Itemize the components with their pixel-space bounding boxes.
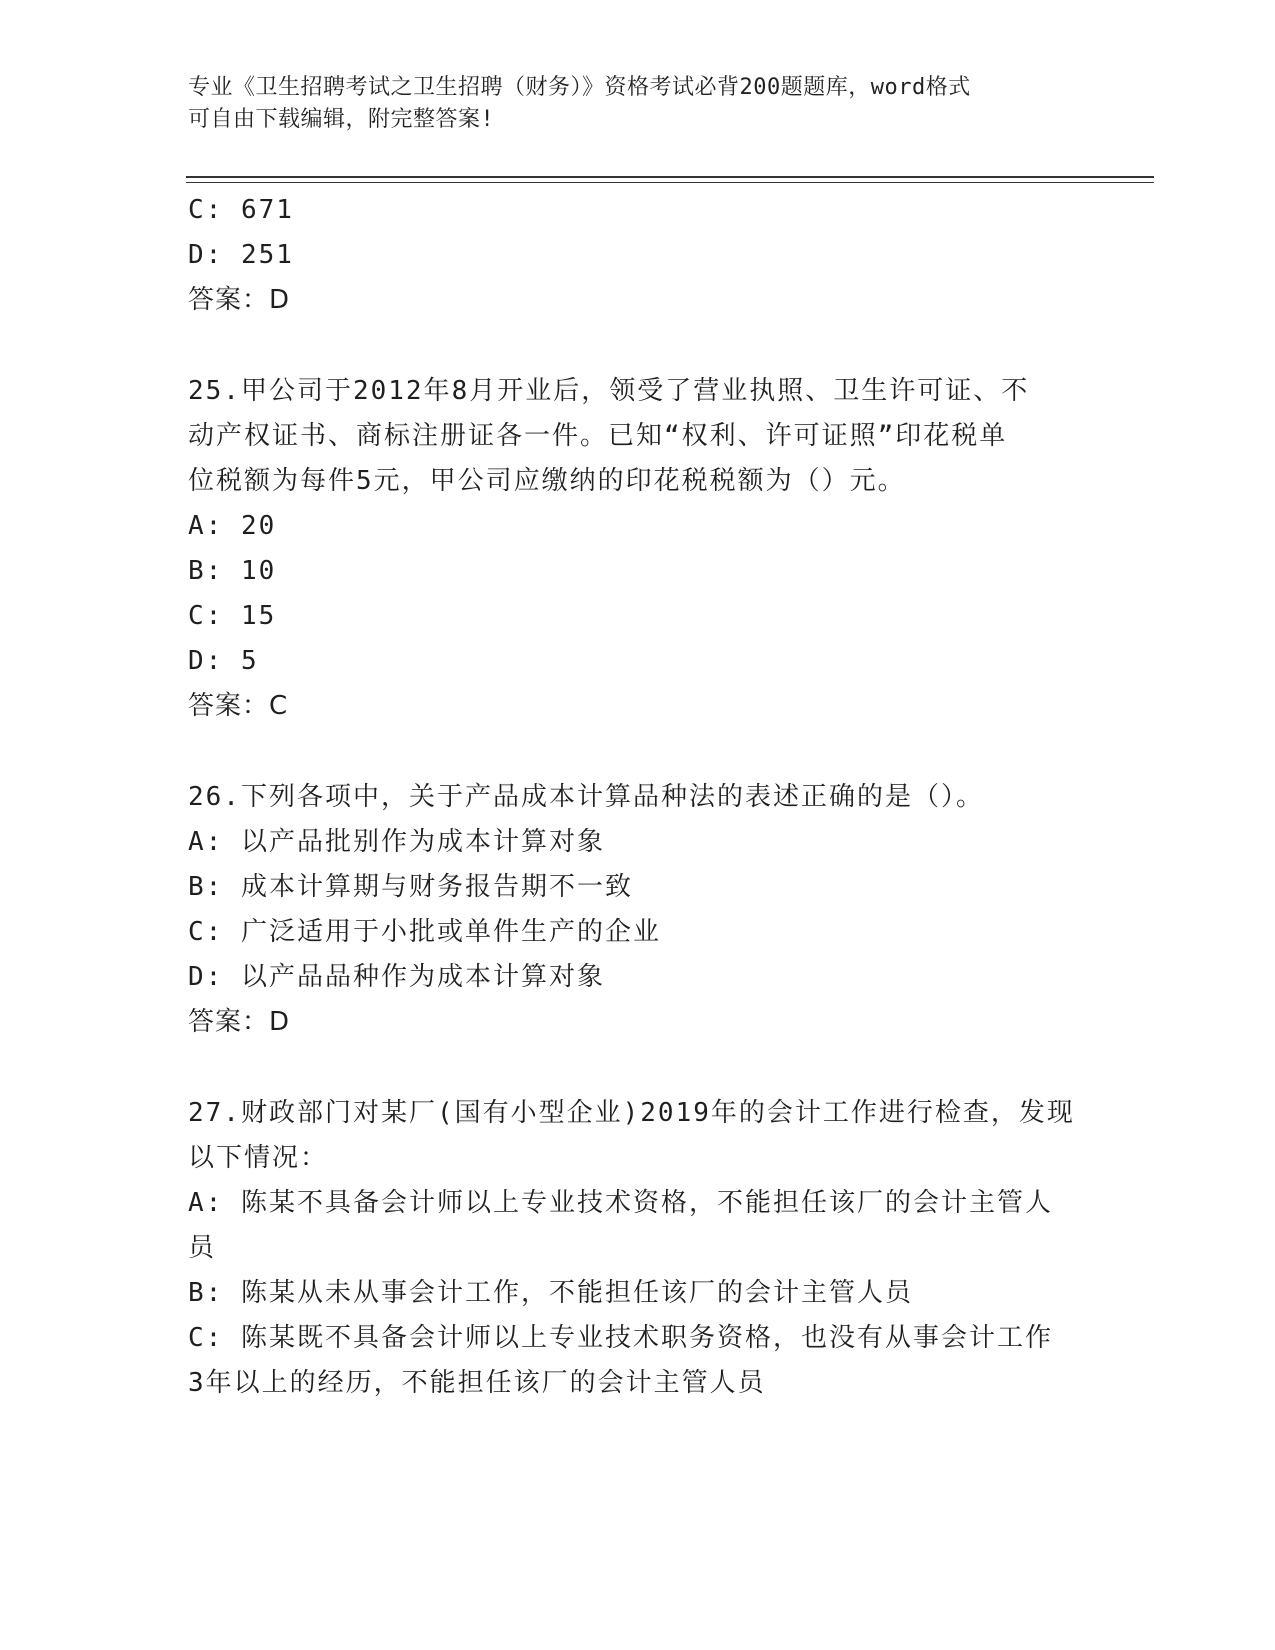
question-stem-line: 27.财政部门对某厂(国有小型企业)2019年的会计工作进行检查，发现 xyxy=(188,1098,1075,1128)
question-stem-line: 25.甲公司于2012年8月开业后，领受了营业执照、卫生许可证、不 xyxy=(188,376,1030,406)
spacer xyxy=(188,323,1088,369)
option-d: D: 5 xyxy=(188,646,259,676)
option-c: C: 671 xyxy=(188,195,294,225)
question-24-tail xyxy=(188,188,1088,323)
question-stem-line: 26.下列各项中，关于产品成本计算品种法的表述正确的是（）。 xyxy=(188,782,984,812)
question-stem-line: 以下情况： xyxy=(188,1143,329,1173)
option-a: A: 20 xyxy=(188,511,277,541)
question-26 xyxy=(188,775,1088,1045)
header-divider-thin xyxy=(186,182,1154,183)
option-b: B: 成本计算期与财务报告期不一致 xyxy=(188,872,633,902)
option-a: A: 陈某不具备会计师以上专业技术资格，不能担任该厂的会计主管人 xyxy=(188,1188,1053,1218)
option-a-continuation: 员 xyxy=(188,1233,217,1263)
option-b: B: 陈某从未从事会计工作，不能担任该厂的会计主管人员 xyxy=(188,1278,913,1308)
question-stem-line: 动产权证书、商标注册证各一件。已知“权利、许可证照”印花税单 xyxy=(188,421,1008,451)
option-d: D: 251 xyxy=(188,240,294,270)
question-stem-line: 位税额为每件5元，甲公司应缴纳的印花税税额为（）元。 xyxy=(188,466,906,496)
header-title-line2: 可自由下载编辑，附完整答案! xyxy=(188,107,495,132)
spacer xyxy=(188,729,1088,775)
answer-line: 答案：D xyxy=(188,1007,291,1037)
document-header xyxy=(188,72,1088,136)
option-d: D: 以产品品种作为成本计算对象 xyxy=(188,962,605,992)
header-divider-thick xyxy=(186,176,1154,178)
answer-line: 答案：C xyxy=(188,691,289,721)
option-c-continuation: 3年以上的经历，不能担任该厂的会计主管人员 xyxy=(188,1368,766,1398)
option-b: B: 10 xyxy=(188,556,277,586)
answer-line: 答案：D xyxy=(188,285,291,315)
question-27 xyxy=(188,1091,1088,1406)
question-list xyxy=(188,188,1088,1406)
spacer xyxy=(188,1045,1088,1091)
option-c: C: 15 xyxy=(188,601,277,631)
question-25 xyxy=(188,369,1088,729)
header-title-line1: 专业《卫生招聘考试之卫生招聘（财务）》资格考试必背200题题库，word格式 xyxy=(188,75,971,100)
option-c: C: 广泛适用于小批或单件生产的企业 xyxy=(188,917,661,947)
option-a: A: 以产品批别作为成本计算对象 xyxy=(188,827,605,857)
option-c: C: 陈某既不具备会计师以上专业技术职务资格，也没有从事会计工作 xyxy=(188,1323,1053,1353)
